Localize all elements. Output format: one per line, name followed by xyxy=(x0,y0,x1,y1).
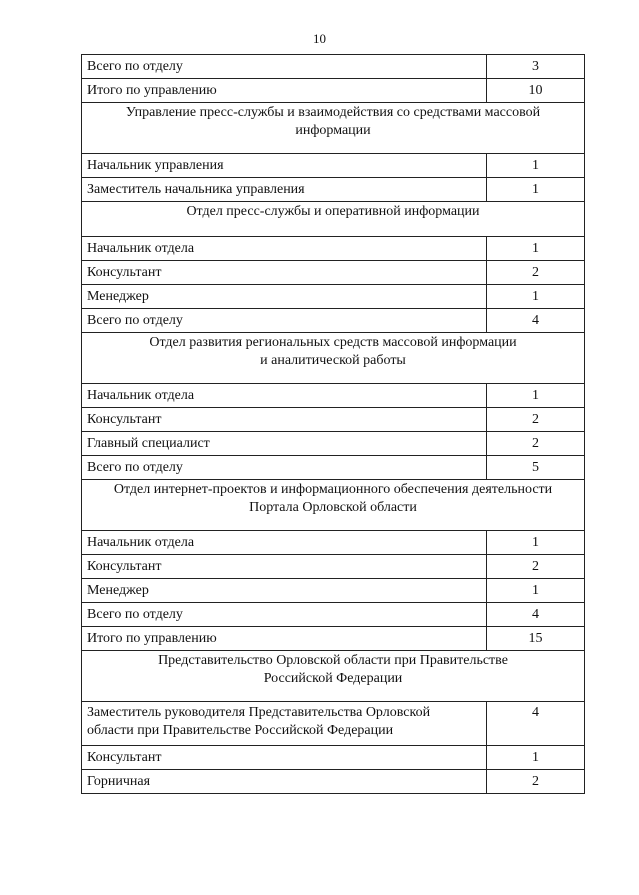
page-number: 10 xyxy=(313,31,326,46)
section-header-line: Управление пресс-службы и взаимодействия со средствами массовой xyxy=(125,105,541,120)
position-name-line: области при Правительстве Российской Федерации xyxy=(87,723,394,738)
position-count: 10 xyxy=(487,79,585,103)
section-header-row xyxy=(82,651,585,702)
section-header-cell xyxy=(82,651,585,702)
position-name: Начальник отдела xyxy=(82,384,487,408)
position-row xyxy=(82,408,585,432)
position-row xyxy=(82,154,585,178)
position-count: 1 xyxy=(487,178,585,202)
position-count: 4 xyxy=(487,702,585,746)
position-name: Всего по отделу xyxy=(82,456,487,480)
position-name: Итого по управлению xyxy=(82,79,487,103)
position-count: 4 xyxy=(487,309,585,333)
position-name: Всего по отделу xyxy=(82,309,487,333)
position-name-line: Заместитель руководителя Представительства Орловской xyxy=(87,705,431,720)
position-count: 1 xyxy=(487,384,585,408)
section-header-row xyxy=(82,333,585,384)
position-name: Консультант xyxy=(82,746,487,770)
position-row xyxy=(82,603,585,627)
position-row xyxy=(82,261,585,285)
position-count: 1 xyxy=(487,746,585,770)
section-header-cell xyxy=(82,202,585,237)
position-row xyxy=(82,432,585,456)
section-header-line: информации xyxy=(295,123,371,138)
position-count: 2 xyxy=(487,408,585,432)
position-count: 5 xyxy=(487,456,585,480)
position-row xyxy=(82,702,585,746)
position-name: Консультант xyxy=(82,555,487,579)
position-row xyxy=(82,309,585,333)
position-row xyxy=(82,579,585,603)
position-row xyxy=(82,770,585,794)
position-count: 1 xyxy=(487,531,585,555)
position-name: Начальник отдела xyxy=(82,531,487,555)
position-row xyxy=(82,746,585,770)
section-header-line: и аналитической работы xyxy=(260,353,406,368)
position-name: Начальник отдела xyxy=(82,237,487,261)
position-count: 3 xyxy=(487,55,585,79)
position-row xyxy=(82,627,585,651)
position-name: Всего по отделу xyxy=(82,55,487,79)
section-header-line: Отдел развития региональных средств массовой информации xyxy=(149,335,517,350)
section-header-row xyxy=(82,103,585,154)
position-name: Заместитель начальника управления xyxy=(82,178,487,202)
section-header-line: Отдел пресс-службы и оперативной информации xyxy=(186,204,480,219)
position-name: Консультант xyxy=(82,408,487,432)
section-header-row xyxy=(82,480,585,531)
position-count: 2 xyxy=(487,555,585,579)
staffing-table-body xyxy=(82,55,585,794)
position-count: 2 xyxy=(487,770,585,794)
position-name: Менеджер xyxy=(82,285,487,309)
position-count: 1 xyxy=(487,237,585,261)
position-row xyxy=(82,456,585,480)
position-row xyxy=(82,55,585,79)
position-row xyxy=(82,555,585,579)
section-header-line: Отдел интернет-проектов и информационного обеспечения деятельности xyxy=(113,482,553,497)
position-count: 2 xyxy=(487,432,585,456)
position-count: 2 xyxy=(487,261,585,285)
position-row xyxy=(82,285,585,309)
position-name: Менеджер xyxy=(82,579,487,603)
section-header-row xyxy=(82,202,585,237)
staffing-table xyxy=(81,54,585,794)
position-count: 4 xyxy=(487,603,585,627)
position-name: Главный специалист xyxy=(82,432,487,456)
position-row xyxy=(82,237,585,261)
section-header-line: Российской Федерации xyxy=(263,671,403,686)
section-header-line: Портала Орловской области xyxy=(249,500,417,515)
position-count: 1 xyxy=(487,579,585,603)
position-name: Всего по отделу xyxy=(82,603,487,627)
position-count: 1 xyxy=(487,285,585,309)
position-row xyxy=(82,531,585,555)
position-count: 15 xyxy=(487,627,585,651)
position-name xyxy=(82,702,487,746)
position-name: Итого по управлению xyxy=(82,627,487,651)
position-count: 1 xyxy=(487,154,585,178)
section-header-cell xyxy=(82,103,585,154)
position-name: Консультант xyxy=(82,261,487,285)
section-header-cell xyxy=(82,333,585,384)
position-row xyxy=(82,384,585,408)
position-name: Горничная xyxy=(82,770,487,794)
section-header-line: Представительство Орловской области при Правительстве xyxy=(158,653,508,668)
section-header-cell xyxy=(82,480,585,531)
position-row xyxy=(82,79,585,103)
position-name: Начальник управления xyxy=(82,154,487,178)
position-row xyxy=(82,178,585,202)
